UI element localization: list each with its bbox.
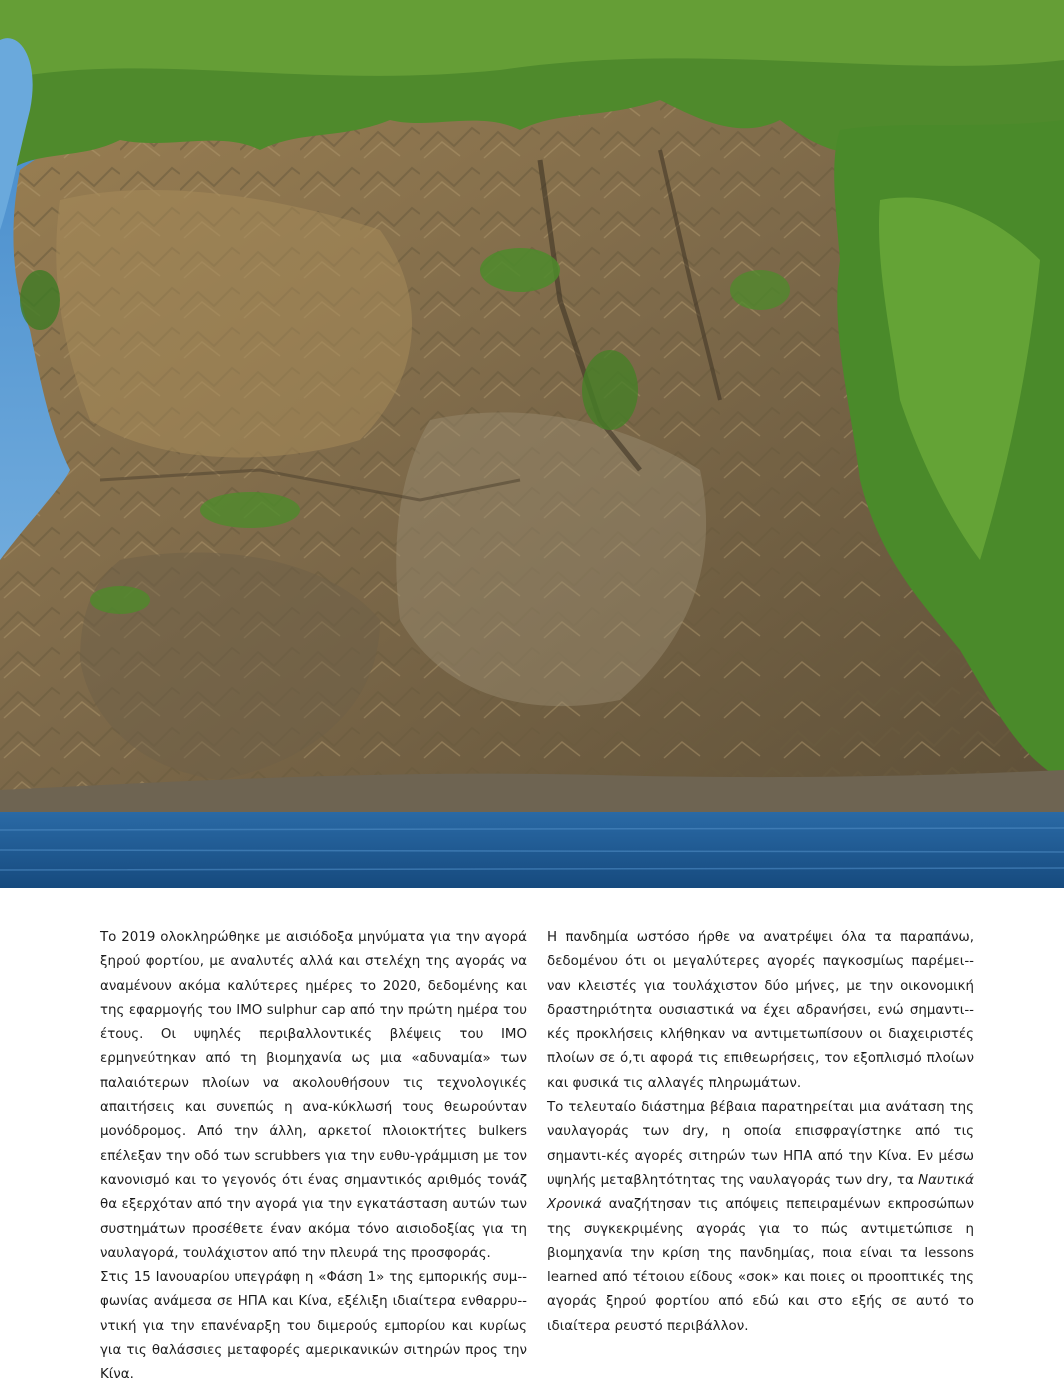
publication-name: Ναυτικά Χρονικά: [547, 1172, 974, 1213]
paragraph-text: Το τελευταίο διάστημα βέβαια παρατηρείται μια ανάταση της ναυλαγοράς των dry, η οποία επισφραγίστηκε από τις σημαντι-κές αγορές σιτηρών των ΗΠΑ από την Κίνα. Εν μέσω υψηλής μεταβλητότητας της ναυλαγοράς των dry, τα: [547, 1100, 974, 1188]
paragraph: Στις 15 Ιανουαρίου υπεγράφη η «Φάση 1» της εμπορικής συμ-φωνίας ανάμεσα σε ΗΠΑ και Κίνα, εξέλιξη ιδιαίτερα ενθαρρυ-ντική για την επανέναρξη του διμερούς εμπορίου και κυρίως για τις θαλάσσιες μεταφορές αμερικανικών σιτηρών προς την Κίνα.: [100, 1270, 527, 1383]
paragraph: Το 2019 ολοκληρώθηκε με αισιόδοξα μηνύματα για την αγορά ξηρού φορτίου, με αναλυτές αλλά και στελέχη της αγοράς να αναμένουν ακόμα καλύτερες ημέρες το 2020, δεδομένης και της εφαρμογής του IMO sulphur cap από την πρώτη ημέρα του έτους. Οι υψηλές περιβαλλοντικές βλέψεις του IMO ερμηνεύτηκαν από τη βιομηχανία ως μια «αδυναμία» των παλαιότερων πλοίων να ακολουθήσουν τις τεχνολογικές απαιτήσεις και συνεπώς η ανα-κύκλωσή τους θεωρούνταν μονόδρομος. Από την άλλη, αρκετοί πλοιοκτήτες bulkers επέλεξαν την οδό των scrubbers για την ευθυ-γράμμιση με τον κανονισμό και το γεγονός ότι ένας σημαντικός αριθμός τονάζ θα εξερχόταν από την αγορά για την εγκατάσταση αυτών των συστημάτων προσέθετε έναν ακόμα τόνο αισιοδοξίας για τη ναυλαγορά, τουλάχιστον από την πλευρά της προσφοράς.: [100, 930, 527, 1261]
paragraph-text: αναζήτησαν τις απόψεις πεπειραμένων εκπροσώπων της συγκεκριμένης αγοράς για το πώς αντιμετώπισε η βιομηχανία την κρίση της πανδημίας, ποια είναι τα lessons learned από τέτοιου είδους «σοκ» και ποιες οι προοπτικές της αγοράς ξηρού φορτίου από εδώ και στο εξής σε αυτό το ιδιαίτερα ρευστό περιβάλλον.: [547, 1197, 974, 1334]
article-body: [100, 926, 974, 1388]
article-left-column: [100, 926, 527, 1388]
article-right-column: [547, 926, 974, 1388]
paragraph: [547, 1096, 974, 1339]
paragraph: Η πανδημία ωστόσο ήρθε να ανατρέψει όλα τα παραπάνω, δεδομένου ότι οι μεγαλύτερες αγορές παγκοσμίως παρέμει-ναν κλειστές για τουλάχιστον δύο μήνες, με την οικονομική δραστηριότητα ουσιαστικά να έχει αδρανήσει, ενώ σημαντι-κές προκλήσεις κλήθηκαν να αντιμετωπίσουν οι διαχειριστές πλοίων σε ό,τι αφορά τις επιθεωρήσεις, τον εξοπλισμό πλοίων και φυσικά τις αλλαγές πληρωμάτων.: [547, 930, 974, 1091]
